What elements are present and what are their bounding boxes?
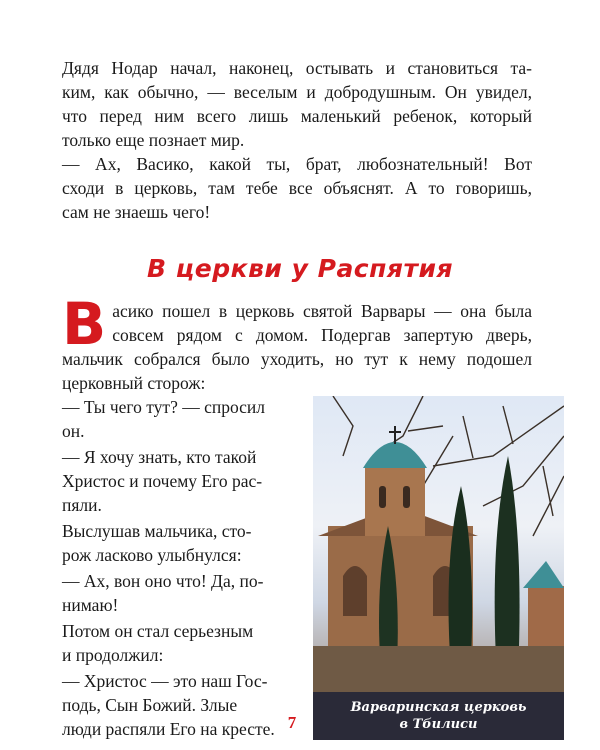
text-line: совсем рядом с домом. Подергав запертую дверь, [112, 325, 532, 345]
text-line: Дядя Нодар начал, наконец, остывать и становиться та- [62, 58, 532, 78]
text-line: церковный сторож: [62, 373, 206, 393]
text-line: — Ах, Васико, какой ты, брат, любознательный! Вот [62, 154, 532, 174]
bell-tower [528, 586, 564, 646]
caption-line: в Тбилиси [399, 717, 478, 732]
drop-cap: В [62, 290, 107, 358]
window [379, 486, 386, 508]
text-line: люди распяли Его на кресте. [62, 719, 275, 739]
text-line: сам не знаешь чего! [62, 202, 211, 222]
text-line: нимаю! [62, 595, 119, 615]
paragraph-church [62, 290, 532, 395]
text-line: — Ты чего тут? — спросил [62, 397, 266, 417]
text-line: он. [62, 421, 85, 441]
page-number: 7 [287, 713, 297, 732]
dialogue-column [62, 395, 294, 743]
text-line: асико пошел в церковь святой Варвары — она была [112, 301, 532, 321]
paragraph-intro [62, 56, 532, 224]
church-photo [313, 396, 564, 740]
arched-window [343, 566, 367, 616]
caption-line: Варваринская церковь [350, 700, 527, 715]
dialogue-block [62, 395, 294, 443]
church-drum [365, 466, 425, 536]
text-line: подь, Сын Божий. Злые [62, 695, 238, 715]
text-line: мальчик собрался было уходить, но тут к нему подошел [62, 349, 532, 369]
text-line: — Ах, вон оно что! Да, по- [62, 571, 264, 591]
photo-caption [313, 692, 564, 740]
text-line: рож ласково улыбнулся: [62, 545, 242, 565]
text-line: Потом он стал серьезным [62, 621, 254, 641]
stone-wall [313, 646, 564, 696]
dialogue-block [62, 669, 294, 741]
text-line: сходи в церковь, там тебе все объяснят. А то говоришь, [62, 178, 532, 198]
dialogue-block [62, 569, 294, 617]
text-line: что перед ним всего лишь маленький ребенок, который [62, 106, 532, 126]
section-heading: В церкви у Распятия [146, 254, 454, 283]
text-line: — Христос — это наш Гос- [62, 671, 268, 691]
church-dome [363, 442, 427, 468]
window [403, 486, 410, 508]
text-line: только еще познает мир. [62, 130, 245, 150]
text-line: ким, как обычно, — веселым и добродушным. Он увидел, [62, 82, 532, 102]
text-line: — Я хочу знать, кто такой [62, 447, 257, 467]
text-line: Выслушав мальчика, сто- [62, 521, 252, 541]
dialogue-block [62, 519, 294, 567]
dialogue-block [62, 445, 294, 517]
text-line: и продолжил: [62, 645, 164, 665]
text-line: пяли. [62, 495, 102, 515]
dialogue-block [62, 619, 294, 667]
church-illustration [313, 396, 564, 740]
text-line: Христос и почему Его рас- [62, 471, 263, 491]
bell-tower-roof [523, 561, 564, 588]
